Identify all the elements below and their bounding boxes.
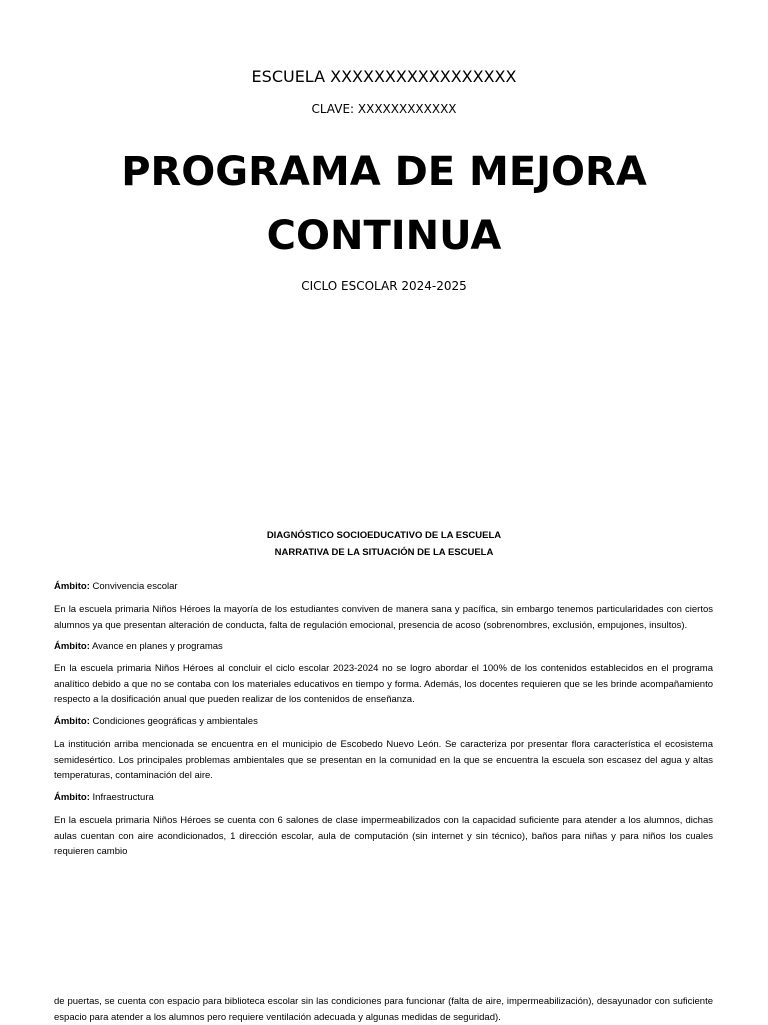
ambito-heading: [54, 639, 713, 655]
school-clave: CLAVE: XXXXXXXXXXXX: [311, 102, 457, 116]
ambito-paragraph: [54, 813, 713, 860]
ambito-name: Convivencia escolar: [92, 581, 178, 592]
ambito-name: Avance en planes y programas: [92, 641, 223, 652]
ambito-paragraph: [54, 737, 713, 784]
paragraph-text: En la escuela primaria Niños Héroes la mayoría de los estudiantes conviven de manera sana y pacífica, sin embargo tenemos particularidades con ciertos alumnos ya que presentan alteración de conducta, falta de regulación emocional, presencia de acoso (sobrenombres, exclusión, empujones, insultos).: [54, 604, 713, 631]
ambito-name: Infraestructura: [92, 792, 154, 803]
school-name: ESCUELA XXXXXXXXXXXXXXXXX: [251, 67, 517, 86]
paragraph-text: La institución arriba mencionada se encuentra en el municipio de Escobedo Nuevo León. Se caracteriza por presentar flora característica el ecosistema semidesértico. Los principales problemas ambientales que se presentan en la comunidad en la que se encuentra la escuela son escasez del agua y altas temperaturas, contaminación del aire.: [54, 739, 713, 782]
ambito-label: Ámbito:: [54, 716, 90, 727]
ambito-name: Condiciones geográficas y ambientales: [92, 716, 258, 727]
diagnostic-heading: DIAGNÓSTICO SOCIOEDUCATIVO DE LA ESCUELA: [266, 530, 502, 541]
narrative-heading: NARRATIVA DE LA SITUACIÓN DE LA ESCUELA: [274, 547, 494, 558]
ambito-paragraph: [54, 602, 713, 633]
ambito-heading: [54, 714, 713, 730]
continuation-paragraph: [54, 994, 713, 1025]
ambito-label: Ámbito:: [54, 581, 90, 592]
paragraph-text: En la escuela primaria Niños Héroes se cuenta con 6 salones de clase impermeabilizados con la capacidad suficiente para atender a los alumnos, dichas aulas cuentan con aire acondicionados, 1 dirección escolar, aula de computación (sin internet y sin técnico), baños para niñas y para niños los cuales requieren cambio: [54, 815, 713, 858]
ambito-paragraph: [54, 661, 713, 708]
ambito-label: Ámbito:: [54, 792, 90, 803]
document-title-line2: CONTINUA: [266, 213, 502, 259]
school-cycle: CICLO ESCOLAR 2024-2025: [301, 279, 467, 293]
paragraph-text: En la escuela primaria Niños Héroes al concluir el ciclo escolar 2023-2024 no se logro abordar el 100% de los contenidos establecidos en el programa analítico debido a que no se contaba con los materiales educativos en tiempo y forma. Además, los docentes requieren que se les brinde acompañamiento respecto a la dosificación anual que pueden realizar de los contenidos de enseñanza.: [54, 663, 713, 706]
paragraph-text: de puertas, se cuenta con espacio para biblioteca escolar sin las condiciones para funcionar (falta de aire, impermeabilización), desayunador con suficiente espacio para atender a los alumnos pero requiere ventilación adecuada y algunas medidas de seguridad).: [54, 996, 713, 1023]
ambito-label: Ámbito:: [54, 641, 90, 652]
ambito-heading: [54, 579, 713, 595]
document-title-line1: PROGRAMA DE MEJORA: [121, 149, 647, 195]
ambito-heading: [54, 790, 713, 806]
